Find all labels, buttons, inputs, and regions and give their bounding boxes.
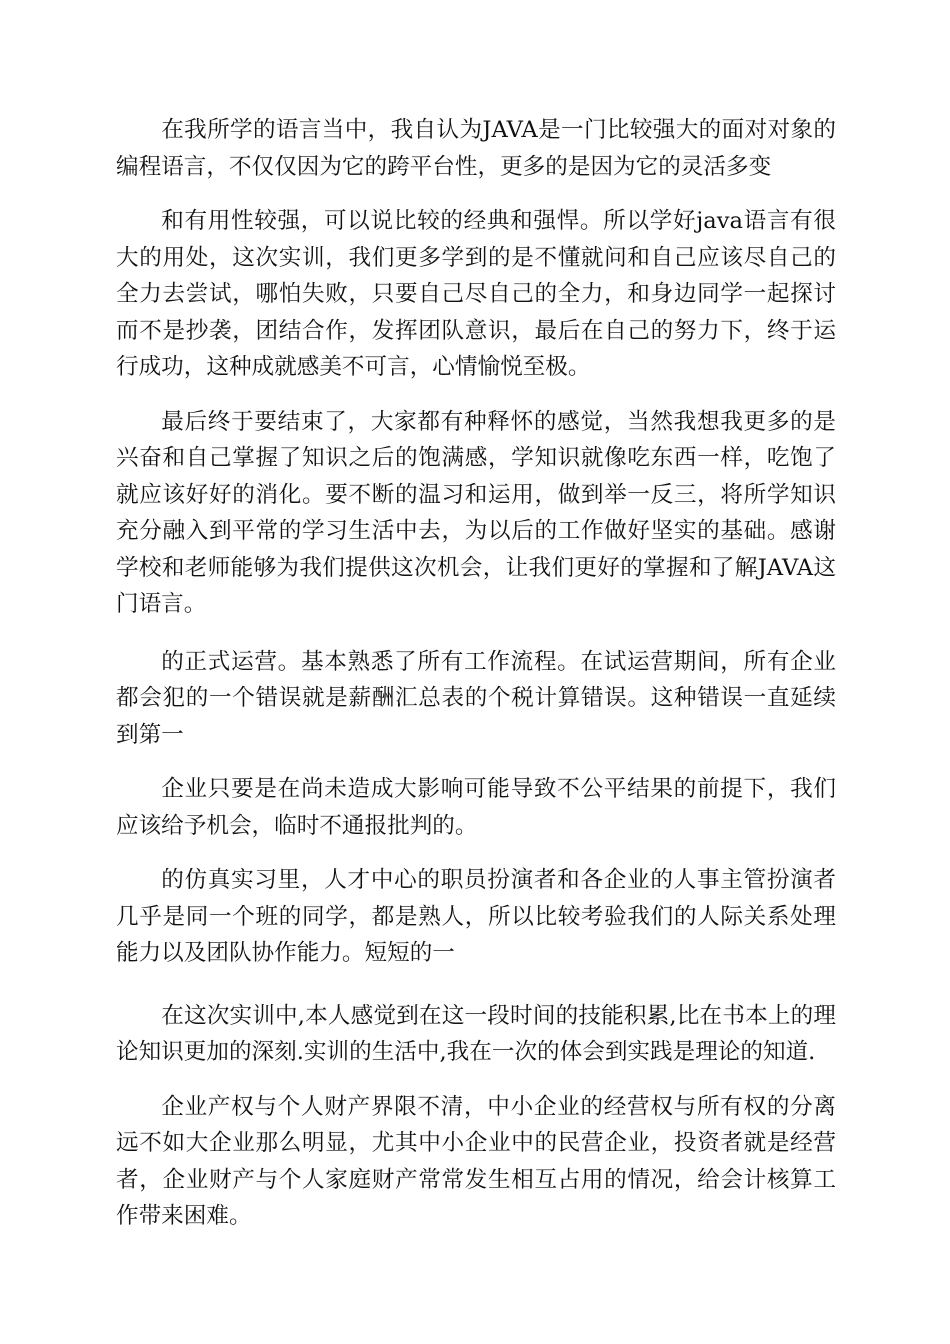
paragraph-2: 和有用性较强，可以说比较的经典和强悍。所以学好java语言有很大的用处，这次实训，我们更多学到的是不懂就问和自己应该尽自己的全力去尝试，哪怕失败，只要自己尽自己的全力，和身边同学一起探讨而不是抄袭，团结合作，发挥团队意识，最后在自己的努力下，终于运行成功，这种成就感美不可言，心情愉悦至极。 [116,208,836,380]
document-body [116,112,836,1253]
paragraph-8: 企业产权与个人财产界限不清，中小企业的经营权与所有权的分离远不如大企业那么明显，尤其中小企业中的民营企业，投资者就是经营者，企业财产与个人家庭财产常常发生相互占用的情况，给会计核算工作带来困难。 [116,1093,836,1229]
paragraph-1: 在我所学的语言当中，我自认为JAVA是一门比较强大的面对对象的编程语言，不仅仅因为它的跨平台性，更多的是因为它的灵活多变 [116,117,836,180]
paragraph-3: 最后终于要结束了，大家都有种释怀的感觉，当然我想我更多的是兴奋和自己掌握了知识之后的饱满感，学知识就像吃东西一样，吃饱了就应该好好的消化。要不断的温习和运用，做到举一反三，将所学知识充分融入到平常的学习生活中去，为以后的工作做好坚实的基础。感谢学校和老师能够为我们提供这次机会，让我们更好的掌握和了解JAVA这门语言。 [116,408,836,617]
paragraph-5: 企业只要是在尚未造成大影响可能导致不公平结果的前提下，我们应该给予机会，临时不通报批判的。 [116,776,836,839]
paragraph-6: 的仿真实习里，人才中心的职员扮演者和各企业的人事主管扮演者几乎是同一个班的同学，都是熟人，所以比较考验我们的人际关系处理能力以及团队协作能力。短短的一 [116,867,836,966]
paragraph-4: 的正式运营。基本熟悉了所有工作流程。在试运营期间，所有企业都会犯的一个错误就是薪酬汇总表的个税计算错误。这种错误一直延续到第一 [116,648,836,748]
paragraph-7: 在这次实训中,本人感觉到在这一段时间的技能积累,比在书本上的理论知识更加的深刻.实训的生活中,我在一次的体会到实践是理论的知道. [116,1002,836,1065]
